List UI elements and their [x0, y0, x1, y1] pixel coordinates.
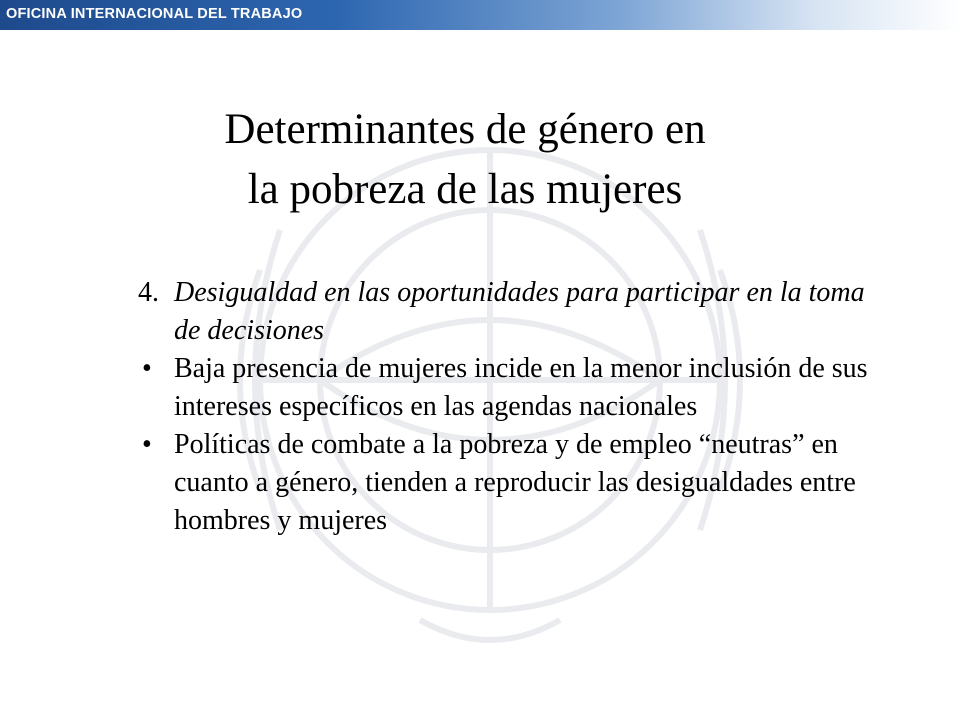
header-band — [0, 0, 960, 30]
numbered-item — [138, 274, 898, 350]
bullet-item — [138, 426, 898, 540]
slide-title — [100, 100, 830, 220]
organization-name: OFICINA INTERNACIONAL DEL TRABAJO — [6, 6, 303, 22]
title-line-1: Determinantes de género en — [224, 106, 706, 153]
bullet-marker: • — [142, 353, 152, 384]
bullet-item — [138, 350, 898, 426]
slide-body — [138, 274, 898, 540]
bullet-marker: • — [142, 429, 152, 460]
numbered-item-text: Desigualdad en las oportunidades para participar en la toma de decisiones — [174, 277, 865, 346]
bullet-text: Políticas de combate a la pobreza y de empleo “neutras” en cuanto a género, tienden a reproducir las desigualdades entre hombres y mujeres — [174, 429, 856, 536]
item-number: 4. — [138, 277, 159, 308]
title-line-2: la pobreza de las mujeres — [247, 166, 683, 213]
bullet-text: Baja presencia de mujeres incide en la menor inclusión de sus intereses específicos en las agendas nacionales — [174, 353, 868, 422]
